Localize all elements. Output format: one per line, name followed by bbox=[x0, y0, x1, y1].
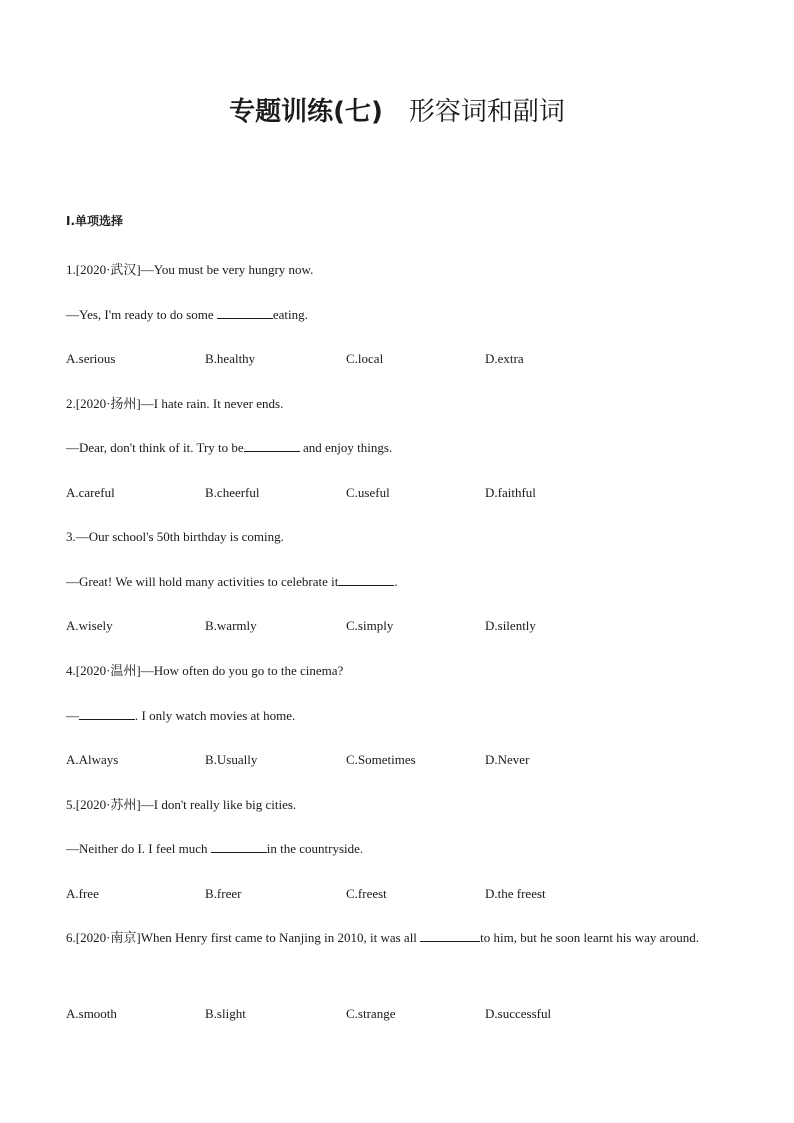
question-4-option-b: B.Usually bbox=[205, 752, 258, 767]
question-3-option-a: A.wisely bbox=[66, 618, 113, 633]
question-5-option-a: A.free bbox=[66, 886, 99, 901]
question-3-stem: 3.—Our school's 50th birthday is coming. bbox=[66, 529, 284, 544]
question-2-option-a: A.careful bbox=[66, 485, 115, 500]
section-heading: Ⅰ.单项选择 bbox=[66, 214, 124, 228]
question-3-option-c: C.simply bbox=[346, 618, 394, 633]
answer-blank bbox=[217, 306, 273, 319]
question-5-response: —Neither do I. I feel much in the countryside. bbox=[66, 841, 364, 856]
question-3-response: —Great! We will hold many activities to celebrate it . bbox=[66, 574, 398, 589]
title-sub: 形容词和副词 bbox=[408, 97, 565, 127]
question-4-option-a: A.Always bbox=[66, 752, 119, 767]
question-1-stem: 1.[2020·武汉]—You must be very hungry now. bbox=[66, 262, 314, 277]
answer-blank bbox=[79, 707, 135, 720]
question-2-option-b: B.cheerful bbox=[205, 485, 260, 500]
question-2-option-d: D.faithful bbox=[485, 485, 536, 500]
answer-blank bbox=[211, 840, 267, 853]
question-4-response: — . I only watch movies at home. bbox=[66, 708, 296, 723]
question-5-option-c: C.freest bbox=[346, 886, 387, 901]
question-6-stem: 6.[2020·南京]When Henry first came to Nanjing in 2010, it was all to him, but he soon learnt his way around. bbox=[66, 930, 699, 945]
question-4-option-d: D.Never bbox=[485, 752, 530, 767]
question-1-option-c: C.local bbox=[346, 351, 384, 366]
answer-blank bbox=[338, 573, 394, 586]
page-title bbox=[0, 94, 794, 130]
question-5-option-b: B.freer bbox=[205, 886, 242, 901]
question-2-stem: 2.[2020·扬州]—I hate rain. It never ends. bbox=[66, 396, 284, 411]
question-3-option-b: B.warmly bbox=[205, 618, 257, 633]
answer-blank bbox=[244, 439, 300, 452]
question-6-option-d: D.successful bbox=[485, 1006, 552, 1021]
question-1-response: —Yes, I'm ready to do some eating. bbox=[66, 307, 308, 322]
question-6-option-c: C.strange bbox=[346, 1006, 396, 1021]
question-2-option-c: C.useful bbox=[346, 485, 390, 500]
question-1-option-b: B.healthy bbox=[205, 351, 256, 366]
question-6-option-a: A.smooth bbox=[66, 1006, 117, 1021]
question-4-stem: 4.[2020·温州]—How often do you go to the cinema? bbox=[66, 663, 344, 678]
title-main: 专题训练(七) bbox=[229, 97, 383, 127]
question-1-option-d: D.extra bbox=[485, 351, 524, 366]
question-5-option-d: D.the freest bbox=[485, 886, 546, 901]
question-5-stem: 5.[2020·苏州]—I don't really like big cities. bbox=[66, 797, 297, 812]
question-2-response: —Dear, don't think of it. Try to be and enjoy things. bbox=[66, 440, 393, 455]
answer-blank bbox=[420, 929, 480, 942]
question-3-option-d: D.silently bbox=[485, 618, 536, 633]
question-1-option-a: A.serious bbox=[66, 351, 116, 366]
question-6-option-b: B.slight bbox=[205, 1006, 246, 1021]
question-4-option-c: C.Sometimes bbox=[346, 752, 416, 767]
